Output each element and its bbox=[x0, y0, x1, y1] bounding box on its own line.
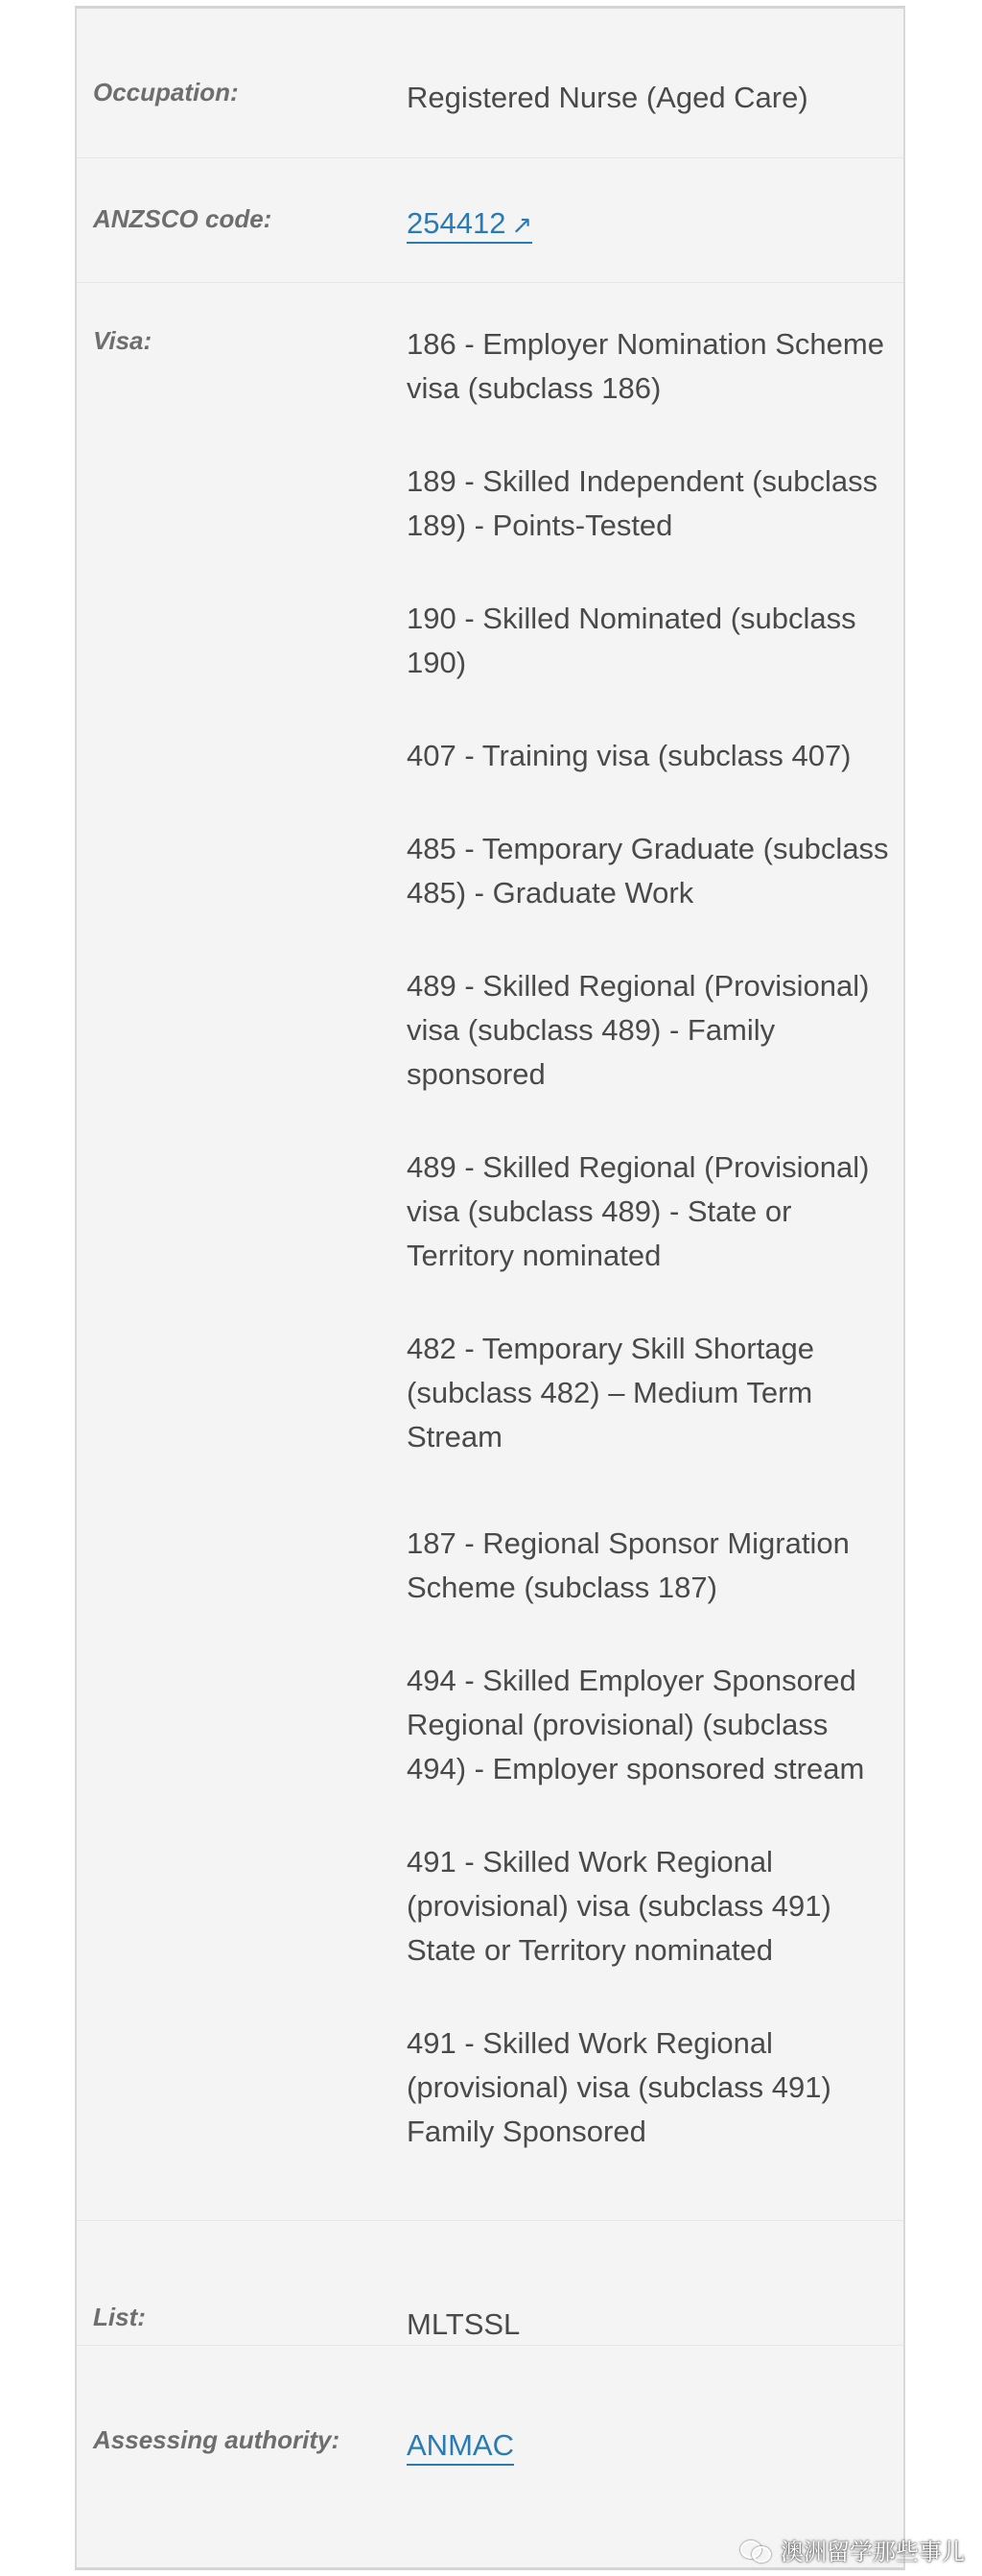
visa-item: 189 - Skilled Independent (subclass 189) - Points-Tested bbox=[407, 464, 878, 542]
visa-item: 186 - Employer Nomination Scheme visa (subclass 186) bbox=[407, 327, 884, 405]
visa-item: 407 - Training visa (subclass 407) bbox=[407, 739, 852, 772]
visa-row bbox=[77, 282, 903, 2221]
visa-item: 489 - Skilled Regional (Provisional) visa (subclass 489) - Family sponsored bbox=[407, 969, 870, 1091]
list-row bbox=[77, 2220, 903, 2346]
occupation-value: Registered Nurse (Aged Care) bbox=[407, 81, 808, 114]
wechat-icon bbox=[740, 2539, 773, 2562]
occupation-label: Occupation: bbox=[93, 78, 239, 106]
occupation-row bbox=[77, 9, 903, 158]
visa-item: 190 - Skilled Nominated (subclass 190) bbox=[407, 602, 856, 679]
visa-item: 489 - Skilled Regional (Provisional) visa (subclass 489) - State or Territory nominated bbox=[407, 1150, 870, 1272]
visa-item: 482 - Temporary Skill Shortage (subclass 482) – Medium Term Stream bbox=[407, 1332, 815, 1453]
anmac-link[interactable]: ANMAC bbox=[407, 2428, 514, 2466]
visa-item: 491 - Skilled Work Regional (provisional) visa (subclass 491) State or Territory nominated bbox=[407, 1845, 831, 1967]
external-link-arrow-icon: ↗ bbox=[511, 210, 533, 239]
watermark bbox=[740, 2533, 965, 2566]
visa-item: 485 - Temporary Graduate (subclass 485) - Graduate Work bbox=[407, 832, 889, 910]
visa-item: 491 - Skilled Work Regional (provisional) visa (subclass 491) Family Sponsored bbox=[407, 2026, 831, 2148]
anzsco-row bbox=[77, 157, 903, 283]
visa-item: 187 - Regional Sponsor Migration Scheme (subclass 187) bbox=[407, 1526, 850, 1604]
anzsco-code-text: 254412 bbox=[407, 206, 506, 240]
occupation-details-card bbox=[75, 6, 905, 2570]
anzsco-value bbox=[407, 201, 532, 247]
anzsco-code-link[interactable] bbox=[407, 206, 532, 244]
assessing-authority-label: Assessing authority: bbox=[93, 2425, 340, 2454]
assessing-authority-value bbox=[407, 2423, 514, 2468]
visa-item: 494 - Skilled Employer Sponsored Regional (provisional) (subclass 494) - Employer sponsored stream bbox=[407, 1664, 865, 1785]
list-value: MLTSSL bbox=[407, 2307, 521, 2341]
watermark-text: 澳洲留学那些事儿 bbox=[781, 2540, 965, 2565]
list-label: List: bbox=[93, 2303, 146, 2331]
anzsco-label: ANZSCO code: bbox=[93, 204, 272, 233]
visa-label: Visa: bbox=[93, 326, 152, 355]
